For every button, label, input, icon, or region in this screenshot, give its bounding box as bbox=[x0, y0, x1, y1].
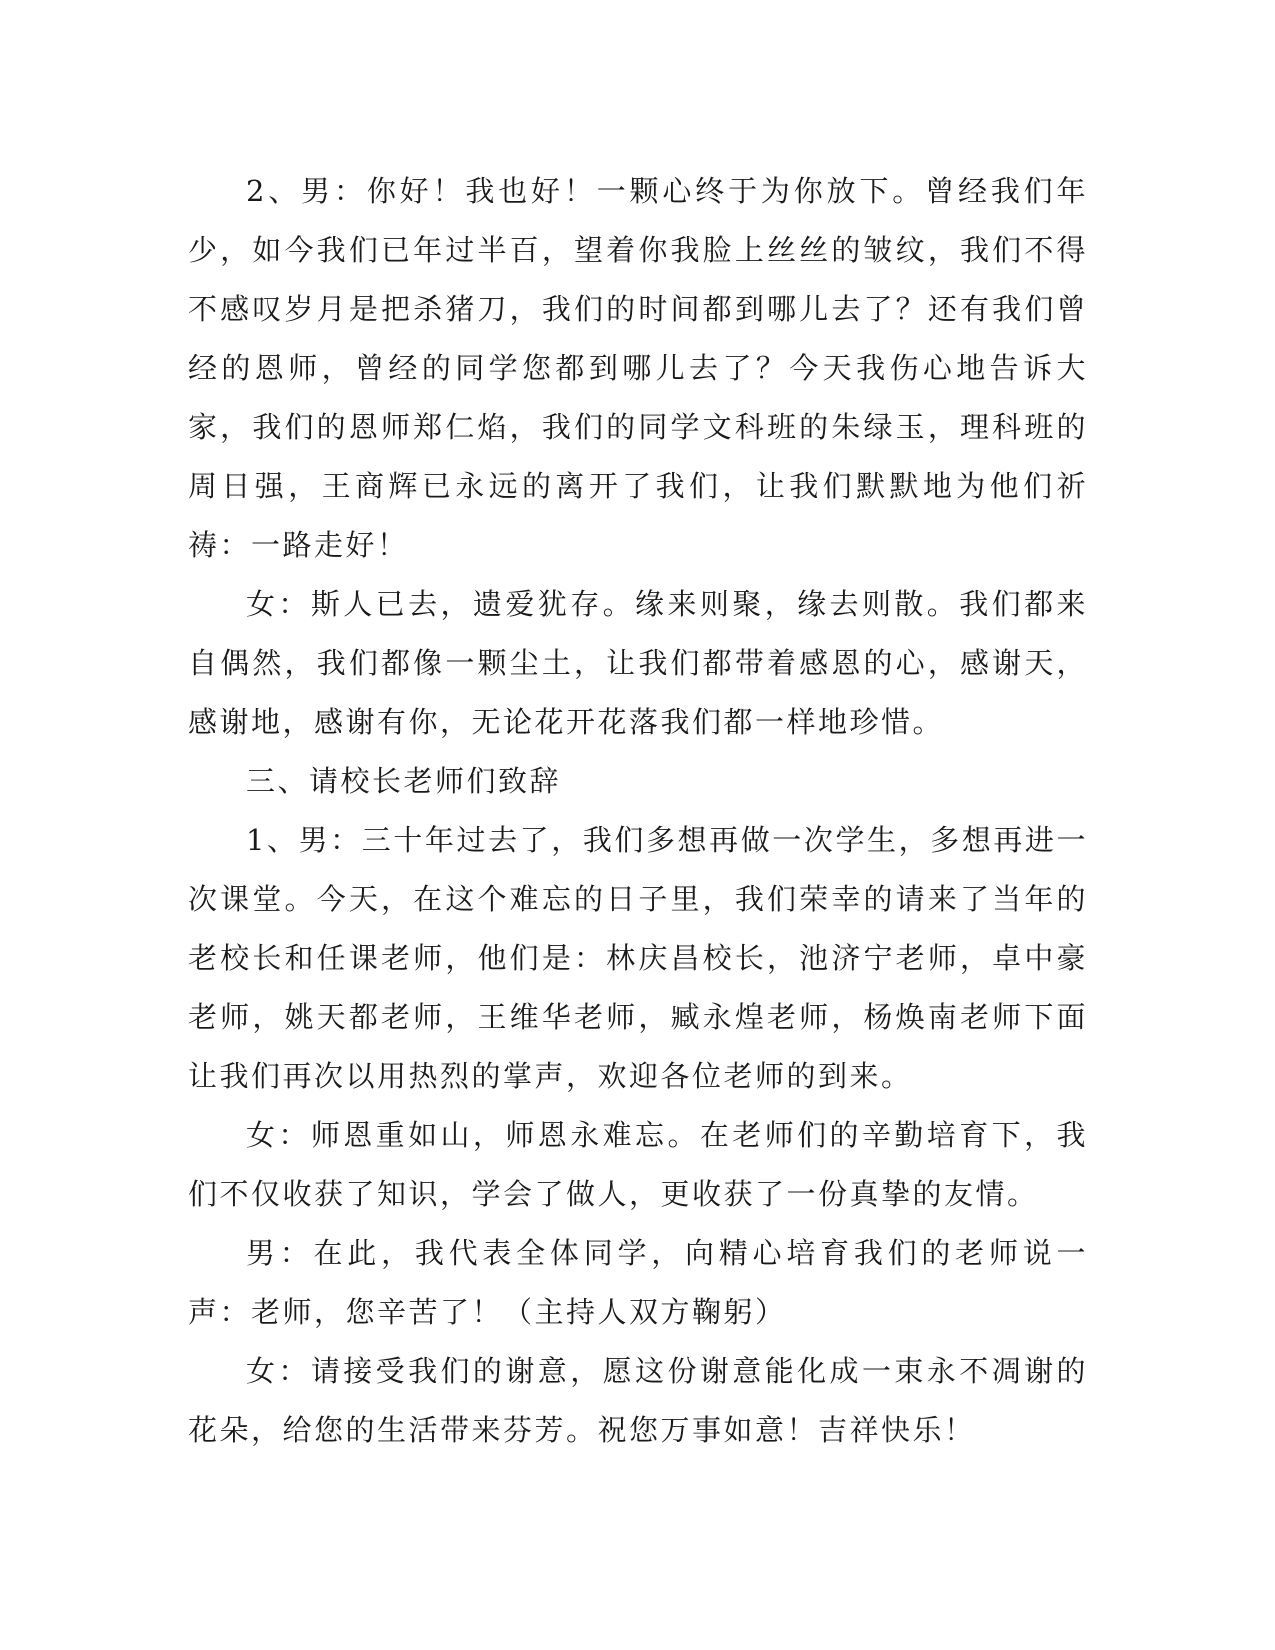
document-body bbox=[188, 162, 1088, 1460]
paragraph-male-greeting: 2、男：你好！我也好！一颗心终于为你放下。曾经我们年少，如今我们已年过半百，望着你我脸上丝丝的皱纹，我们不得不感叹岁月是把杀猪刀，我们的时间都到哪儿去了？还有我们曾经的恩师，曾经的同学您都到哪儿去了？今天我伤心地告诉大家，我们的恩师郑仁焰，我们的同学文科班的朱绿玉，理科班的周日强，王商辉已永远的离开了我们，让我们默默地为他们祈祷：一路走好！ bbox=[188, 174, 1088, 562]
paragraph-male-introduce-teachers: 1、男：三十年过去了，我们多想再做一次学生，多想再进一次课堂。今天，在这个难忘的日子里，我们荣幸的请来了当年的老校长和任课老师，他们是：林庆昌校长，池济宁老师，卓中豪老师，姚天都老师，王维华老师，臧永煌老师，杨焕南老师下面让我们再次以用热烈的掌声，欢迎各位老师的到来。 bbox=[188, 823, 1088, 1093]
paragraph-female-reply: 女：斯人已去，遗爱犹存。缘来则聚，缘去则散。我们都来自偶然，我们都像一颗尘土，让我们都带着感恩的心，感谢天，感谢地，感谢有你，无论花开花落我们都一样地珍惜。 bbox=[188, 587, 1088, 739]
paragraph-female-gratitude: 女：师恩重如山，师恩永难忘。在老师们的辛勤培育下，我们不仅收获了知识，学会了做人，更收获了一份真挚的友情。 bbox=[188, 1118, 1088, 1211]
paragraph-female-blessing: 女：请接受我们的谢意，愿这份谢意能化成一束永不凋谢的花朵，给您的生活带来芬芳。祝您万事如意！吉祥快乐！ bbox=[188, 1354, 1088, 1447]
section-heading-teachers-speech: 三、请校长老师们致辞 bbox=[246, 764, 562, 798]
paragraph-male-thanks: 男：在此，我代表全体同学，向精心培育我们的老师说一声：老师，您辛苦了！（主持人双方鞠躬） bbox=[188, 1236, 1088, 1329]
